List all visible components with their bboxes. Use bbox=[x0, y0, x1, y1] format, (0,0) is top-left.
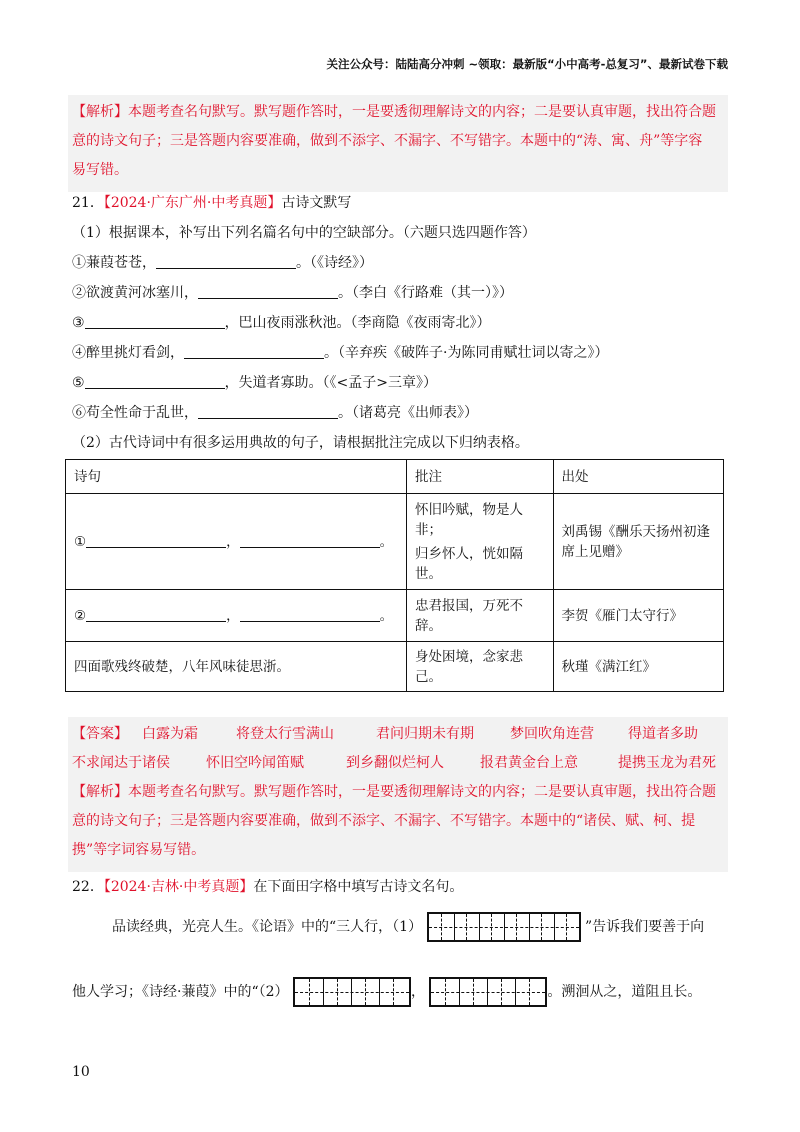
q21-item-5-post: ，失道者寡助。（《<孟子>三章》） bbox=[224, 375, 438, 391]
analysis-1-line-2: 意的诗文句子；三是答题内容要准确，做到不添字、不漏字、不写错字。本题中的“涛、寓、舟”等字容 bbox=[72, 133, 703, 149]
row-2-end: 。 bbox=[379, 607, 394, 624]
table-row-2-poem bbox=[66, 590, 407, 642]
grid-guide bbox=[466, 914, 467, 940]
answer-blank[interactable] bbox=[86, 607, 226, 622]
q22-p2-pre: 他人学习；《诗经·蒹葭》中的“（2） bbox=[72, 984, 289, 1000]
answer-blank[interactable] bbox=[198, 404, 338, 419]
q21-source-tag: 【2024·广东广州·中考真题】 bbox=[103, 195, 282, 211]
row-2-comma: ， bbox=[226, 607, 240, 624]
grid-guide bbox=[491, 914, 492, 940]
row-1-mark: ① bbox=[74, 533, 87, 550]
grid-cell-line bbox=[515, 979, 516, 1005]
q22-number: 22． bbox=[72, 879, 104, 895]
answer-line-2 bbox=[68, 749, 728, 778]
table-row-3-poem: 四面歌残终破楚，八年风味徒思浙。 bbox=[66, 642, 407, 692]
q22-title: 在下面田字格中填写古诗文名句。 bbox=[253, 879, 464, 895]
analysis-block-1 bbox=[68, 95, 728, 192]
page-number: 10 bbox=[72, 1064, 90, 1080]
answer-item: 将登太行雪满山 bbox=[236, 726, 334, 742]
grid-guide bbox=[295, 992, 409, 993]
answer-item: 怀旧空吟闻笛赋 bbox=[206, 755, 304, 771]
q21-item-3 bbox=[72, 313, 491, 333]
grid-guide bbox=[365, 979, 366, 1005]
answer-line-1 bbox=[68, 720, 728, 749]
q21-item-1-post: 。（《诗经》） bbox=[296, 255, 373, 271]
q22-source-tag: 【2024·吉林·中考真题】 bbox=[103, 879, 254, 895]
q22-paragraph-line-1 bbox=[112, 912, 704, 942]
grid-guide bbox=[529, 979, 530, 1005]
analysis-2-line-2: 意的诗文句子；三是答题内容要准确，做到不添字、不漏字、不写错字。本题中的“诸侯、赋、柯、提 bbox=[72, 813, 696, 829]
table-row-1-source: 刘禹锡《酬乐天扬州初逢席上见赠》 bbox=[553, 494, 723, 590]
answer-blank[interactable] bbox=[85, 314, 225, 329]
q21-item-3-post: ，巴山夜雨涨秋池。（李商隐《夜雨寄北》） bbox=[224, 315, 491, 331]
grid-cell-line bbox=[554, 914, 555, 940]
answer-item: 梦回吹角连营 bbox=[510, 726, 594, 742]
q21-item-2 bbox=[72, 283, 513, 303]
grid-guide bbox=[501, 979, 502, 1005]
q22-p1-pre: 品读经典，光亮人生。《论语》中的“三人行，（1） bbox=[112, 919, 423, 935]
answer-blank[interactable] bbox=[240, 607, 380, 622]
answer-item: 白露为霜 bbox=[142, 726, 198, 742]
q21-part2-instruction: （2）古代诗词中有很多运用典故的句子，请根据批注完成以下归纳表格。 bbox=[72, 435, 529, 451]
row-1-note-a: 怀旧吟赋，物是人非； bbox=[414, 501, 523, 538]
grid-guide bbox=[445, 979, 446, 1005]
row-1-note-b: 归乡怀人，恍如隔世。 bbox=[414, 545, 523, 582]
answer-blank[interactable] bbox=[86, 533, 226, 548]
grid-cell-line bbox=[323, 979, 324, 1005]
grid-guide bbox=[393, 979, 394, 1005]
answer-analysis-block bbox=[68, 717, 728, 872]
grid-guide bbox=[566, 914, 567, 940]
answer-blank[interactable] bbox=[156, 254, 296, 269]
table-row-1-poem bbox=[66, 494, 407, 590]
grid-cell-line bbox=[351, 979, 352, 1005]
table-row-3-note: 身处困境，念家悲己。 bbox=[406, 642, 553, 692]
q21-item-2-post: 。（李白《行路难（其一）》） bbox=[338, 285, 513, 301]
q21-part1-instruction: （1）根据课本，补写出下列名篇名句中的空缺部分。（六题只选四题作答） bbox=[72, 225, 536, 241]
table-row-1-note bbox=[406, 494, 553, 590]
analysis-1-line-3: 易写错。 bbox=[72, 162, 128, 178]
table-header-poem: 诗句 bbox=[66, 460, 407, 494]
answer-item: 得道者多助 bbox=[628, 726, 698, 742]
tianzige-grid-1[interactable] bbox=[427, 912, 581, 942]
q21-item-1-pre: ①蒹葭苍苍， bbox=[72, 255, 156, 271]
q22-p2-post: 。溯洄从之，道阻且长。 bbox=[547, 984, 702, 1000]
q22-p2-mid: ， bbox=[410, 984, 425, 1000]
allusion-table bbox=[65, 459, 724, 692]
grid-cell-line bbox=[504, 914, 505, 940]
grid-guide bbox=[337, 979, 338, 1005]
q22-heading bbox=[72, 877, 463, 897]
tianzige-grid-2[interactable] bbox=[293, 977, 411, 1007]
q21-item-4-post: 。（辛弃疾《破阵子·为陈同甫赋壮词以寄之》） bbox=[324, 345, 609, 361]
answer-item: 提携玉龙为君死 bbox=[618, 755, 716, 771]
answer-label: 【答案】 bbox=[72, 726, 128, 742]
grid-guide bbox=[541, 914, 542, 940]
q22-p1-post: ”告诉我们要善于向 bbox=[584, 919, 705, 935]
q21-number: 21． bbox=[72, 195, 104, 211]
answer-blank[interactable] bbox=[184, 344, 324, 359]
grid-guide bbox=[441, 914, 442, 940]
q21-item-5-pre: ⑤ bbox=[72, 375, 85, 391]
grid-guide bbox=[473, 979, 474, 1005]
answer-blank[interactable] bbox=[85, 374, 225, 389]
q21-item-6-post: 。（诸葛亮《出师表》） bbox=[338, 405, 478, 421]
answer-item: 君问归期未有期 bbox=[376, 726, 474, 742]
q21-item-3-pre: ③ bbox=[72, 315, 85, 331]
grid-guide bbox=[431, 992, 545, 993]
grid-guide bbox=[516, 914, 517, 940]
page-header: 关注公众号：陆陆高分冲刺 ~领取：最新版“小中高考-总复习”、最新试卷下载 bbox=[326, 57, 728, 71]
q21-item-6-pre: ⑥苟全性命于乱世， bbox=[72, 405, 198, 421]
analysis-2-line-1: 【解析】本题考查名句默写。默写题作答时，一是要透彻理解诗文的内容；二是要认真审题，找出符合题 bbox=[72, 784, 716, 800]
row-2-mark: ② bbox=[74, 607, 87, 624]
answer-blank[interactable] bbox=[240, 533, 380, 548]
q21-heading bbox=[72, 193, 351, 213]
q22-paragraph-line-2 bbox=[72, 977, 701, 1007]
answer-blank[interactable] bbox=[198, 284, 338, 299]
q21-item-2-pre: ②欲渡黄河冰塞川， bbox=[72, 285, 198, 301]
grid-cell-line bbox=[529, 914, 530, 940]
answer-item: 到乡翻似烂柯人 bbox=[346, 755, 444, 771]
q21-item-4 bbox=[72, 343, 608, 363]
q21-title: 古诗文默写 bbox=[281, 195, 352, 211]
row-1-comma: ， bbox=[226, 533, 240, 550]
grid-cell-line bbox=[454, 914, 455, 940]
q21-item-4-pre: ④醉里挑灯看剑， bbox=[72, 345, 184, 361]
q21-item-1 bbox=[72, 253, 373, 273]
table-header-note: 批注 bbox=[406, 460, 553, 494]
answer-item: 不求闻达于诸侯 bbox=[72, 755, 170, 771]
row-1-end: 。 bbox=[379, 533, 394, 550]
q21-item-6 bbox=[72, 403, 478, 423]
tianzige-grid-3[interactable] bbox=[429, 977, 547, 1007]
analysis-2-line-3: 携”等字词容易写错。 bbox=[72, 842, 206, 858]
grid-cell-line bbox=[379, 979, 380, 1005]
analysis-1-line-1: 【解析】本题考查名句默写。默写题作答时，一是要透彻理解诗文的内容；二是要认真审题，找出符合题 bbox=[72, 104, 716, 120]
answer-item: 报君黄金台上意 bbox=[480, 755, 578, 771]
q21-item-5 bbox=[72, 373, 437, 393]
table-header-source: 出处 bbox=[553, 460, 723, 494]
grid-cell-line bbox=[487, 979, 488, 1005]
table-row-2-source: 李贺《雁门太守行》 bbox=[553, 590, 723, 642]
grid-cell-line bbox=[479, 914, 480, 940]
grid-guide bbox=[309, 979, 310, 1005]
table-row-3-source: 秋瑾《满江红》 bbox=[553, 642, 723, 692]
table-row-2-note: 忠君报国，万死不辞。 bbox=[406, 590, 553, 642]
grid-cell-line bbox=[459, 979, 460, 1005]
